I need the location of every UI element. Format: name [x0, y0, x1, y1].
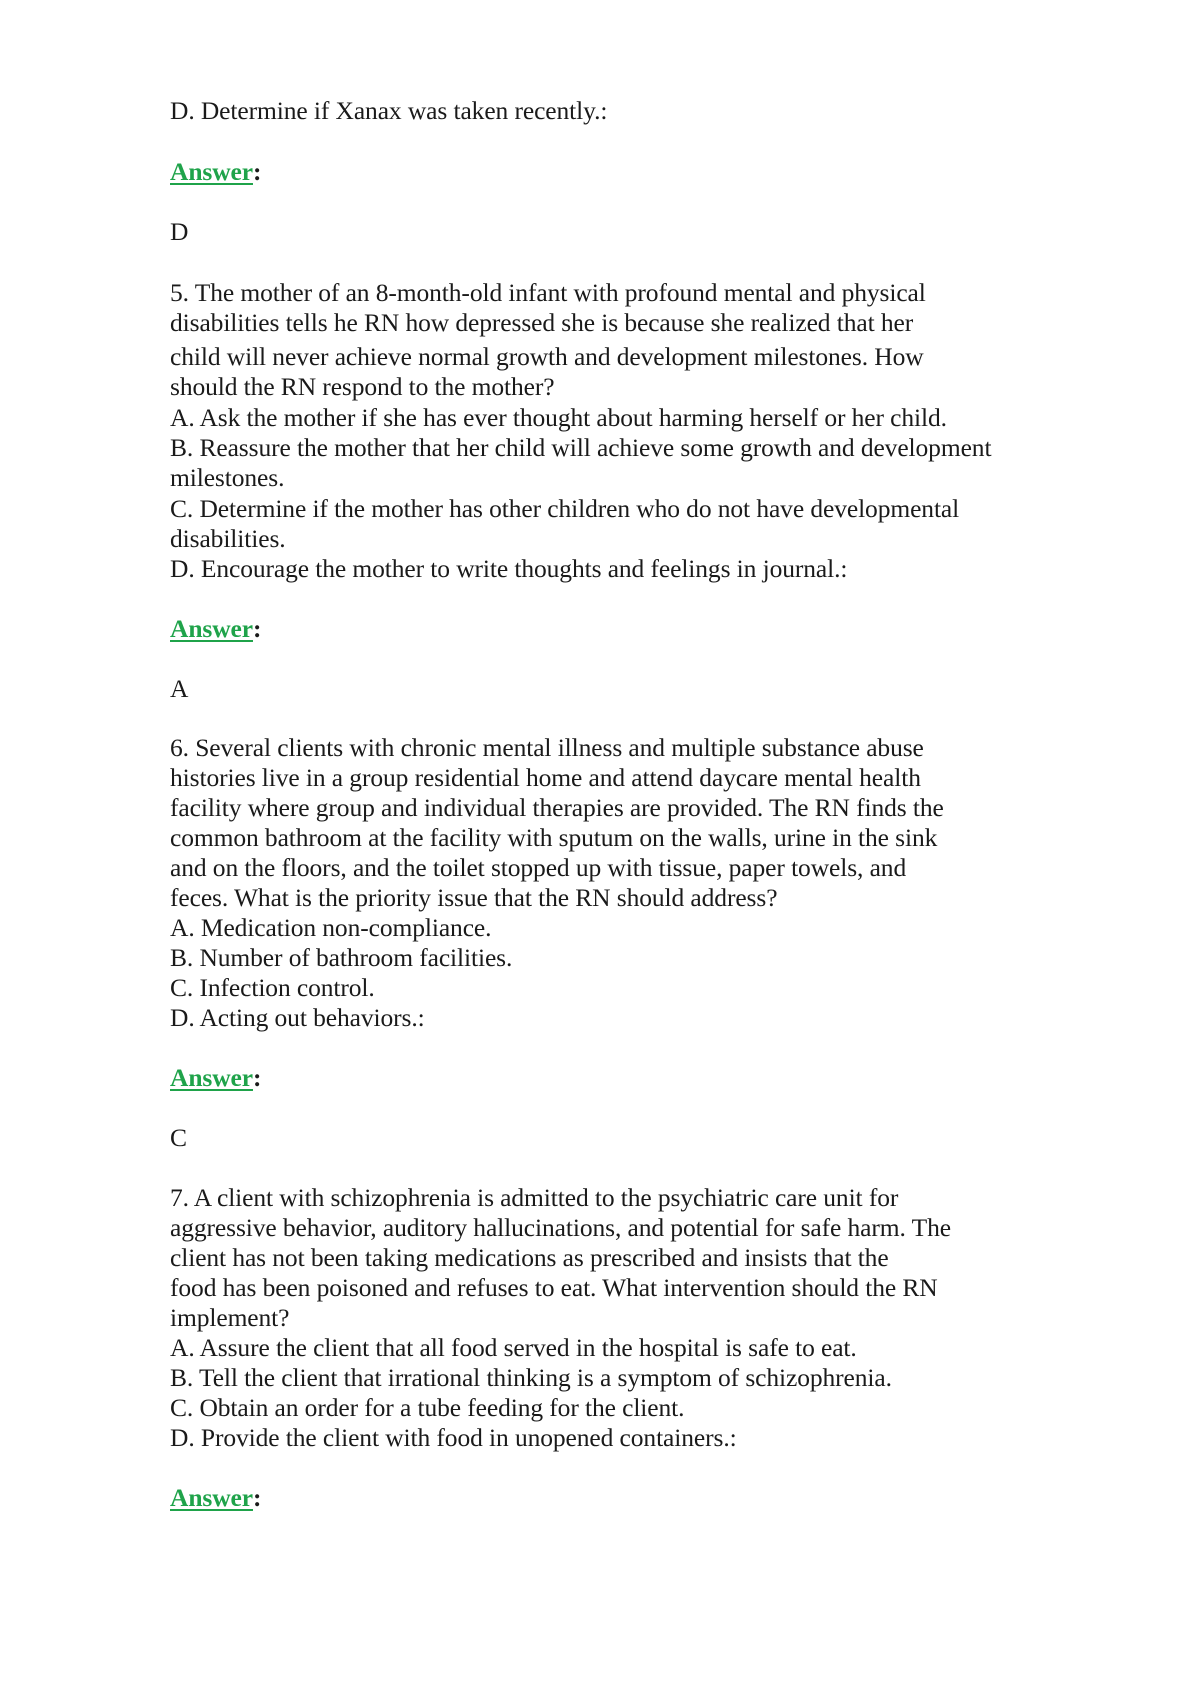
answer-label: Answer: [170, 614, 253, 643]
question-stem-line: aggressive behavior, auditory hallucinations, and potential for safe harm. The: [170, 1213, 951, 1242]
option-line: C. Obtain an order for a tube feeding for the client.: [170, 1393, 685, 1422]
answer-colon: :: [252, 614, 262, 643]
answer-colon: :: [252, 157, 262, 186]
question-stem-line: implement?: [170, 1303, 290, 1332]
option-line: C. Determine if the mother has other children who do not have developmental: [170, 494, 960, 523]
answer-colon: :: [252, 1483, 262, 1512]
answer-value: C: [170, 1123, 187, 1152]
option-line: D. Provide the client with food in unopened containers.:: [170, 1423, 737, 1452]
option-d-line: D. Determine if Xanax was taken recently.:: [170, 96, 608, 125]
option-line: A. Ask the mother if she has ever thought about harming herself or her child.: [170, 403, 947, 432]
question-stem-line: and on the floors, and the toilet stopped up with tissue, paper towels, and: [170, 853, 907, 882]
question-stem-line: 6. Several clients with chronic mental illness and multiple substance abuse: [170, 733, 924, 762]
answer-value: D: [170, 217, 189, 246]
option-line: D. Acting out behaviors.:: [170, 1003, 425, 1032]
question-stem-line: feces. What is the priority issue that the RN should address?: [170, 883, 778, 912]
question-stem-line: should the RN respond to the mother?: [170, 372, 555, 401]
question-stem-line: common bathroom at the facility with sputum on the walls, urine in the sink: [170, 823, 938, 852]
question-stem-line: histories live in a group residential home and attend daycare mental health: [170, 763, 921, 792]
question-stem-line: client has not been taking medications as prescribed and insists that the: [170, 1243, 889, 1272]
option-line: milestones.: [170, 463, 285, 492]
question-stem-line: 5. The mother of an 8-month-old infant with profound mental and physical: [170, 278, 926, 307]
answer-heading: [170, 1482, 261, 1514]
option-line: B. Reassure the mother that her child will achieve some growth and development: [170, 433, 992, 462]
option-line: C. Infection control.: [170, 973, 375, 1002]
question-stem-line: disabilities tells he RN how depressed she is because she realized that her: [170, 308, 914, 337]
answer-heading: [170, 613, 261, 645]
answer-label: Answer: [170, 157, 253, 186]
question-stem-line: facility where group and individual therapies are provided. The RN finds the: [170, 793, 944, 822]
option-line: A. Assure the client that all food served in the hospital is safe to eat.: [170, 1333, 857, 1362]
answer-colon: :: [252, 1063, 262, 1092]
answer-heading: [170, 1062, 261, 1094]
option-line: A. Medication non-compliance.: [170, 913, 492, 942]
option-line: D. Encourage the mother to write thoughts and feelings in journal.:: [170, 554, 848, 583]
answer-label: Answer: [170, 1063, 253, 1092]
answer-heading: [170, 156, 261, 188]
question-stem-line: 7. A client with schizophrenia is admitted to the psychiatric care unit for: [170, 1183, 899, 1212]
option-line: B. Tell the client that irrational thinking is a symptom of schizophrenia.: [170, 1363, 892, 1392]
question-stem-line: child will never achieve normal growth and development milestones. How: [170, 342, 924, 371]
option-line: B. Number of bathroom facilities.: [170, 943, 513, 972]
option-line: disabilities.: [170, 524, 286, 553]
question-stem-line: food has been poisoned and refuses to eat. What intervention should the RN: [170, 1273, 938, 1302]
answer-label: Answer: [170, 1483, 253, 1512]
answer-value: A: [170, 674, 189, 703]
